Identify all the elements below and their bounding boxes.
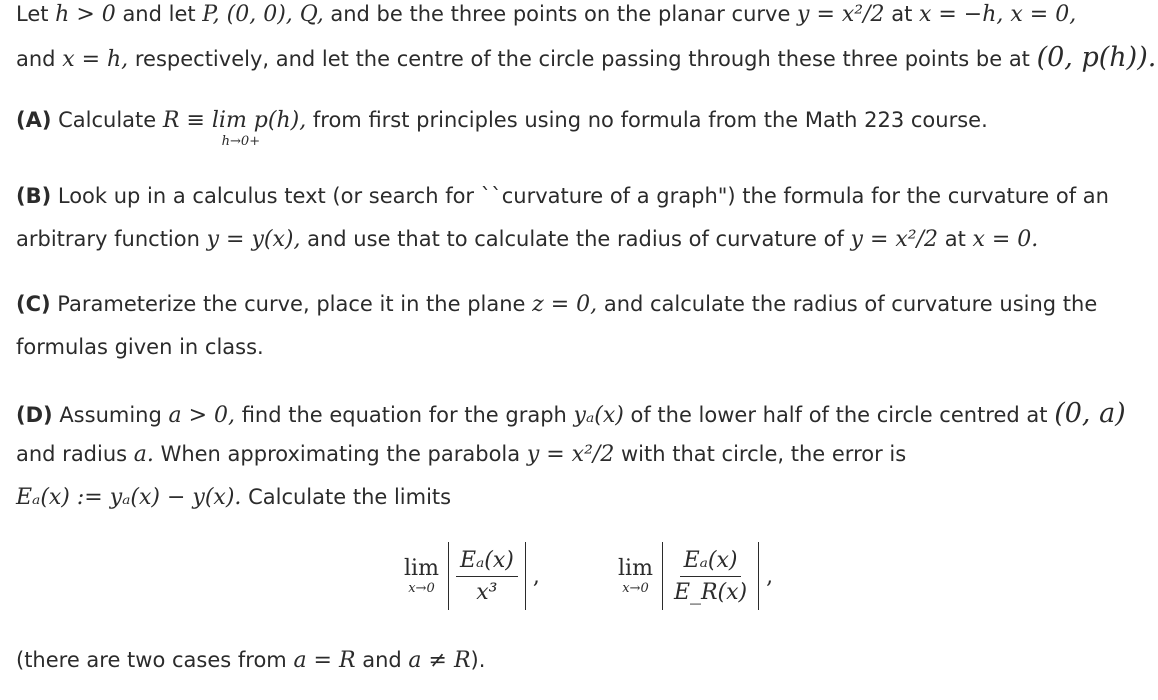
closing-text: ). <box>470 648 486 672</box>
part-b-text: Look up in a calculus text (or search for ``curvature of a graph") the formula for the curvature of an <box>51 184 1109 208</box>
math-x-values: x = −h, x = 0, <box>918 2 1077 27</box>
fraction <box>456 548 518 605</box>
fraction <box>670 548 751 605</box>
limit-expression-1 <box>404 542 540 610</box>
part-d-text: Assuming <box>52 403 169 427</box>
part-a-text: from first principles using no formula from the Math 223 course. <box>306 108 988 132</box>
part-c-text: Parameterize the curve, place it in the plane <box>50 292 533 316</box>
math-function: y = y(x), <box>206 227 301 252</box>
intro-text: and let <box>115 2 203 26</box>
part-b-text: at <box>938 227 973 251</box>
limit-operator: lim x→0 <box>404 556 439 596</box>
separator: , <box>766 563 774 589</box>
math-ya: yₐ(x) <box>573 403 624 428</box>
math-case-equal: a = R <box>293 648 356 673</box>
math-centre: (0, p(h)). <box>1036 42 1157 73</box>
numerator: Eₐ(x) <box>680 548 742 577</box>
part-d-text: When approximating the parabola <box>153 442 527 466</box>
part-b-text: and use that to calculate the radius of curvature of <box>300 227 851 251</box>
part-d-line-1 <box>16 398 1126 429</box>
limit-r: R ≡ lim p(h), h→0+ <box>162 108 307 149</box>
part-label: (D) <box>16 403 53 427</box>
abs-bar-left <box>448 542 449 610</box>
intro-line-2 <box>16 42 1156 73</box>
abs-bar-right <box>525 542 526 610</box>
denominator: E_R(x) <box>673 579 748 605</box>
math-case-not-equal: a ≠ R <box>408 648 471 673</box>
numerator: Eₐ(x) <box>456 548 518 577</box>
part-d-text: with that circle, the error is <box>614 442 907 466</box>
abs-bar-right <box>758 542 759 610</box>
part-label: (A) <box>16 108 52 132</box>
closing-line <box>16 648 485 673</box>
part-d-line-3 <box>16 485 451 510</box>
math-plane: z = 0, <box>532 292 598 317</box>
denominator: x³ <box>476 579 498 605</box>
intro-text: respectively, and let the centre of the circle passing through these three points be at <box>128 47 1037 71</box>
part-a <box>16 108 988 149</box>
part-d-text: of the lower half of the circle centred at <box>623 403 1055 427</box>
part-c-line-2 <box>16 335 264 359</box>
intro-text: Let <box>16 2 56 26</box>
math-h-positive: h > 0 <box>55 2 116 27</box>
math-parabola: y = x²/2 <box>797 2 885 27</box>
part-b-text: arbitrary function <box>16 227 207 251</box>
part-b-line-1 <box>16 184 1109 208</box>
math-a: a. <box>133 442 154 467</box>
part-d-line-2 <box>16 442 906 467</box>
limit-operator: lim x→0 <box>618 556 653 596</box>
separator: , <box>532 563 540 589</box>
part-a-text: Calculate <box>51 108 163 132</box>
math-centre-a: (0, a) <box>1054 398 1126 429</box>
part-c-text: formulas given in class. <box>16 335 264 359</box>
part-b-line-2 <box>16 227 1038 252</box>
intro-line-1 <box>16 2 1076 27</box>
abs-bar-left <box>662 542 663 610</box>
part-c-text: and calculate the radius of curvature using the <box>597 292 1098 316</box>
part-d-text: find the equation for the graph <box>235 403 574 427</box>
limit-expression-2 <box>618 542 773 610</box>
part-c-line-1 <box>16 292 1097 317</box>
part-label: (B) <box>16 184 52 208</box>
math-parabola: y = x²/2 <box>526 442 615 467</box>
intro-text: and <box>16 47 63 71</box>
intro-text: and be the three points on the planar curve <box>323 2 798 26</box>
closing-text: (there are two cases from <box>16 648 294 672</box>
math-x-h: x = h, <box>62 47 129 72</box>
math-x-zero: x = 0. <box>972 227 1039 252</box>
math-a-positive: a > 0, <box>168 403 236 428</box>
intro-text: at <box>884 2 919 26</box>
math-points: P, (0, 0), Q, <box>202 2 324 27</box>
part-d-text: and radius <box>16 442 134 466</box>
math-error-def: Eₐ(x) := yₐ(x) − y(x). <box>16 485 242 510</box>
part-label: (C) <box>16 292 51 316</box>
closing-text: and <box>355 648 409 672</box>
math-parabola: y = x²/2 <box>850 227 939 252</box>
part-d-text: Calculate the limits <box>241 485 452 509</box>
